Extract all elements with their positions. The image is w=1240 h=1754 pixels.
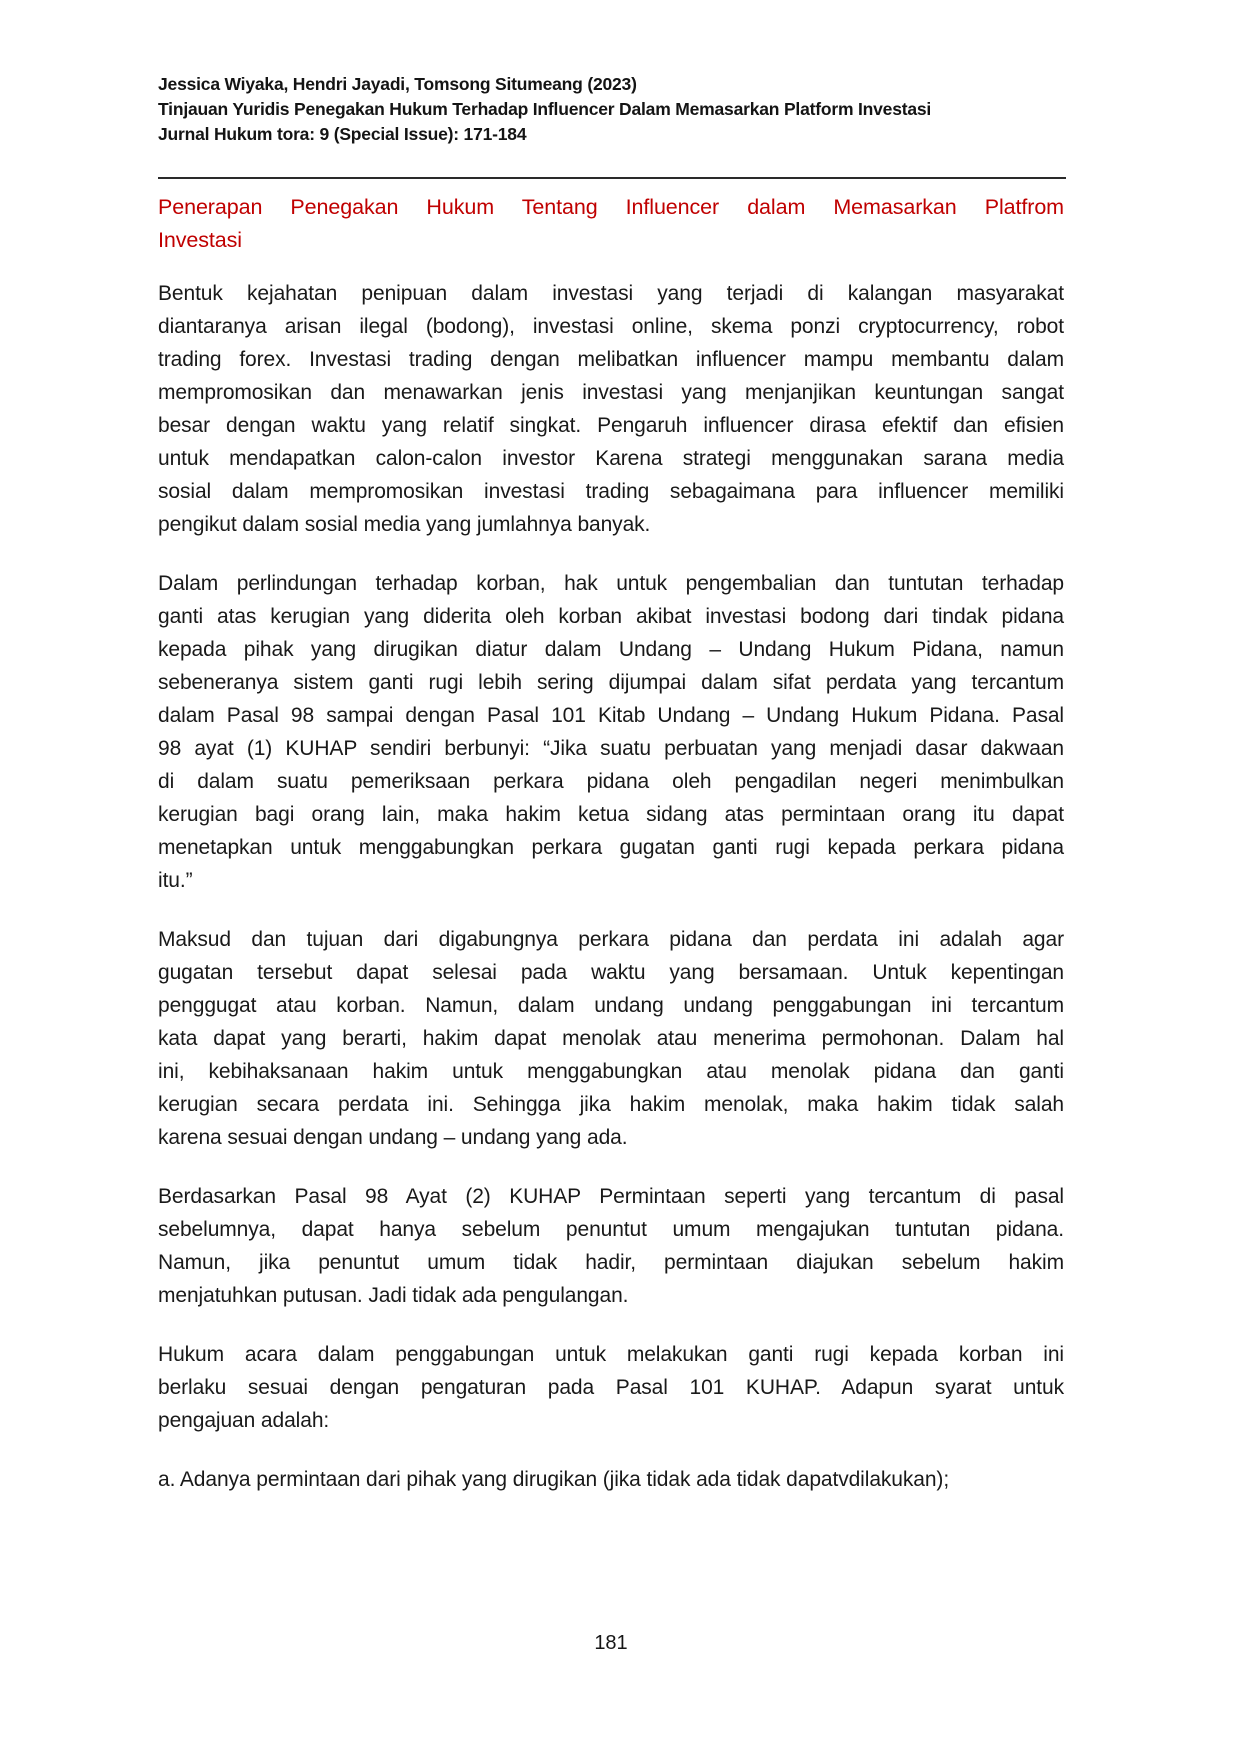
text-line: sosial dalam mempromosikan investasi trading sebagaimana para influencer memiliki — [158, 480, 1064, 503]
citation-header — [158, 72, 1064, 147]
text-line: menjatuhkan putusan. Jadi tidak ada pengulangan. — [158, 1284, 629, 1307]
text-line: berlaku sesuai dengan pengaturan pada Pasal 101 KUHAP. Adapun syarat untuk — [158, 1376, 1064, 1399]
text-line: ini, kebihaksanaan hakim untuk menggabungkan atau menolak pidana dan ganti — [158, 1060, 1064, 1083]
text-line: Maksud dan tujuan dari digabungnya perkara pidana dan perdata ini adalah agar — [158, 928, 1064, 951]
text-line: penggugat atau korban. Namun, dalam undang undang penggabungan ini tercantum — [158, 994, 1064, 1017]
heading-line: Penerapan Penegakan Hukum Tentang Influencer dalam Memasarkan Platfrom — [158, 195, 1064, 219]
text-line: untuk mendapatkan calon-calon investor Karena strategi menggunakan sarana media — [158, 447, 1064, 470]
text-line: kata dapat yang berarti, hakim dapat menolak atau menerima permohonan. Dalam hal — [158, 1027, 1064, 1050]
header-line: Jurnal Hukum tora: 9 (Special Issue): 171-184 — [158, 124, 527, 144]
text-line: Hukum acara dalam penggabungan untuk melakukan ganti rugi kepada korban ini — [158, 1343, 1064, 1366]
text-line: Dalam perlindungan terhadap korban, hak untuk pengembalian dan tuntutan terhadap — [158, 572, 1064, 595]
text-line: di dalam suatu pemeriksaan perkara pidana oleh pengadilan negeri menimbulkan — [158, 770, 1064, 793]
paragraph — [158, 1463, 1064, 1496]
text-line: Namun, jika penuntut umum tidak hadir, permintaan diajukan sebelum hakim — [158, 1251, 1064, 1274]
text-line: besar dengan waktu yang relatif singkat. Pengaruh influencer dirasa efektif dan efisien — [158, 414, 1064, 437]
text-line: menetapkan untuk menggabungkan perkara gugatan ganti rugi kepada perkara pidana — [158, 836, 1064, 859]
text-line: dalam Pasal 98 sampai dengan Pasal 101 Kitab Undang – Undang Hukum Pidana. Pasal — [158, 704, 1064, 727]
page-number: 181 — [594, 1632, 628, 1654]
document-body — [158, 277, 1064, 1496]
text-line: karena sesuai dengan undang – undang yang ada. — [158, 1126, 628, 1149]
section-heading — [158, 191, 1064, 257]
text-line: sebelumnya, dapat hanya sebelum penuntut umum mengajukan tuntutan pidana. — [158, 1218, 1064, 1241]
text-line: mempromosikan dan menawarkan jenis investasi yang menjanjikan keuntungan sangat — [158, 381, 1064, 404]
text-line: diantaranya arisan ilegal (bodong), investasi online, skema ponzi cryptocurrency, robot — [158, 315, 1064, 338]
text-line: ganti atas kerugian yang diderita oleh korban akibat investasi bodong dari tindak pidana — [158, 605, 1064, 628]
text-line: itu.” — [158, 869, 193, 892]
header-line: Jessica Wiyaka, Hendri Jayadi, Tomsong Situmeang (2023) — [158, 74, 637, 94]
heading-line: Investasi — [158, 228, 242, 252]
text-line: gugatan tersebut dapat selesai pada waktu yang bersamaan. Untuk kepentingan — [158, 961, 1064, 984]
text-line: pengajuan adalah: — [158, 1409, 330, 1432]
text-line: kerugian bagi orang lain, maka hakim ketua sidang atas permintaan orang itu dapat — [158, 803, 1064, 826]
header-divider — [158, 177, 1066, 179]
page-footer — [158, 1632, 1064, 1654]
text-line: 98 ayat (1) KUHAP sendiri berbunyi: “Jika suatu perbuatan yang menjadi dasar dakwaan — [158, 737, 1064, 760]
text-line: Bentuk kejahatan penipuan dalam investasi yang terjadi di kalangan masyarakat — [158, 282, 1064, 305]
text-line: pengikut dalam sosial media yang jumlahnya banyak. — [158, 513, 651, 536]
paragraph — [158, 567, 1064, 897]
text-line: trading forex. Investasi trading dengan melibatkan influencer mampu membantu dalam — [158, 348, 1064, 371]
paragraph — [158, 923, 1064, 1154]
header-line: Tinjauan Yuridis Penegakan Hukum Terhadap Influencer Dalam Memasarkan Platform Investasi — [158, 99, 932, 119]
paragraph — [158, 1180, 1064, 1312]
text-line: kepada pihak yang dirugikan diatur dalam Undang – Undang Hukum Pidana, namun — [158, 638, 1064, 661]
text-line: Berdasarkan Pasal 98 Ayat (2) KUHAP Permintaan seperti yang tercantum di pasal — [158, 1185, 1064, 1208]
paragraph — [158, 277, 1064, 541]
paragraph — [158, 1338, 1064, 1437]
text-line: a. Adanya permintaan dari pihak yang dirugikan (jika tidak ada tidak dapatvdilakukan); — [158, 1468, 950, 1491]
text-line: kerugian secara perdata ini. Sehingga jika hakim menolak, maka hakim tidak salah — [158, 1093, 1064, 1116]
text-line: sebeneranya sistem ganti rugi lebih sering dijumpai dalam sifat perdata yang tercantum — [158, 671, 1064, 694]
